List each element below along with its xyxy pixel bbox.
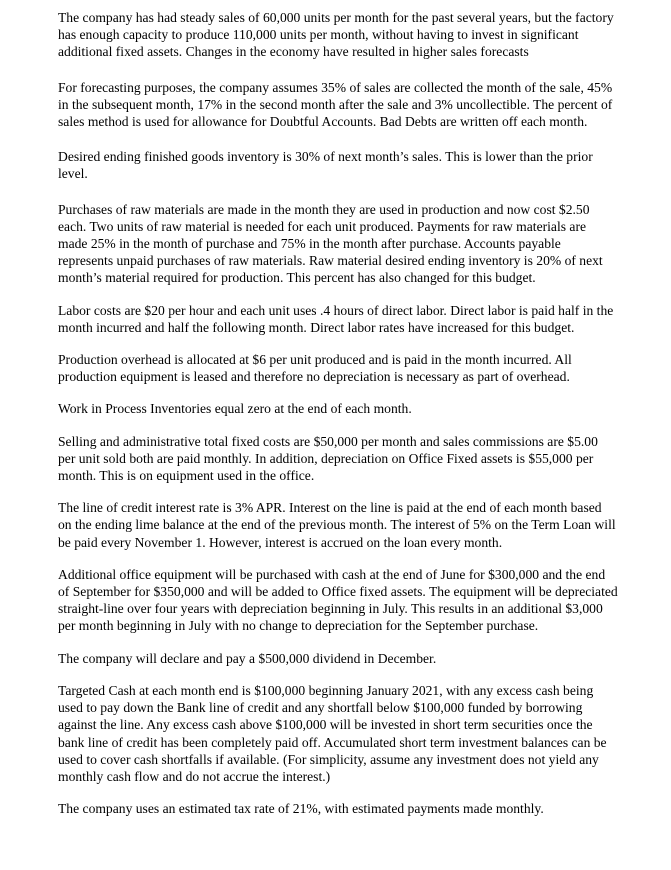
paragraph-office-equipment: Additional office equipment will be purchased with cash at the end of June for $300,000 and the end of September for $350,000 and will be added to Office fixed assets. The equipment will be depreciated straight-line over four years with depreciation beginning in July. This results in an additional $3,000 per month beginning in July with no change to depreciation for the September purchase. bbox=[58, 566, 618, 634]
paragraph-labor-costs: Labor costs are $20 per hour and each unit uses .4 hours of direct labor. Direct labor is paid half in the month incurred and half the following month. Direct labor rates have increased for this budget. bbox=[58, 302, 614, 335]
paragraph-targeted-cash: Targeted Cash at each month end is $100,000 beginning January 2021, with any excess cash being used to pay down the Bank line of credit and any shortfall below $100,000 funded by borrowing against the line. Any excess cash above $100,000 will be invested in short term securities once the bank line of credit has been completely paid off. Accumulated short term investment balances can be used to cover cash shortfalls if available. (For simplicity, assume any investment does not yield any monthly cash flow and do not accrue the interest.) bbox=[58, 682, 607, 784]
paragraph-raw-materials: Purchases of raw materials are made in the month they are used in production and now cost $2.50 each. Two units of raw material is needed for each unit produced. Payments for raw materials are made 25% in the month of purchase and 75% in the month after purchase. Accounts payable represents unpaid purchases of raw materials. Raw material desired ending inventory is 20% of next month’s material required for production. This percent has also changed for this budget. bbox=[58, 201, 603, 286]
paragraph-line-of-credit: The line of credit interest rate is 3% APR. Interest on the line is paid at the end of each month based on the ending lime balance at the end of the previous month. The interest of 5% on the Term Loan will be paid every November 1. However, interest is accrued on the loan every month. bbox=[58, 500, 616, 550]
paragraph-work-in-process: Work in Process Inventories equal zero at the end of each month. bbox=[58, 401, 412, 417]
document-body bbox=[58, 9, 618, 832]
paragraph-sales-capacity: The company has had steady sales of 60,000 units per month for the past several years, but the factory has enough capacity to produce 110,000 units per month, without having to invest in significant additional fixed assets. Changes in the economy have resulted in higher sales forecasts bbox=[58, 10, 614, 60]
paragraph-dividend: The company will declare and pay a $500,000 dividend in December. bbox=[58, 650, 437, 666]
paragraph-production-overhead: Production overhead is allocated at $6 per unit produced and is paid in the month incurred. All production equipment is leased and therefore no depreciation is necessary as part of overhead. bbox=[58, 352, 572, 385]
paragraph-tax-rate: The company uses an estimated tax rate of 21%, with estimated payments made monthly. bbox=[58, 801, 544, 817]
paragraph-finished-goods-inventory: Desired ending finished goods inventory is 30% of next month’s sales. This is lower than the prior level. bbox=[58, 149, 593, 182]
paragraph-collections: For forecasting purposes, the company assumes 35% of sales are collected the month of the sale, 45% in the subsequent month, 17% in the second month after the sale and 3% uncollectible. The percent of sales method is used for allowance for Doubtful Accounts. Bad Debts are written off each month. bbox=[58, 79, 613, 130]
paragraph-selling-admin: Selling and administrative total fixed costs are $50,000 per month and sales commissions are $5.00 per unit sold both are paid monthly. In addition, depreciation on Office Fixed assets is $55,000 per month. This is on equipment used in the office. bbox=[58, 433, 598, 484]
